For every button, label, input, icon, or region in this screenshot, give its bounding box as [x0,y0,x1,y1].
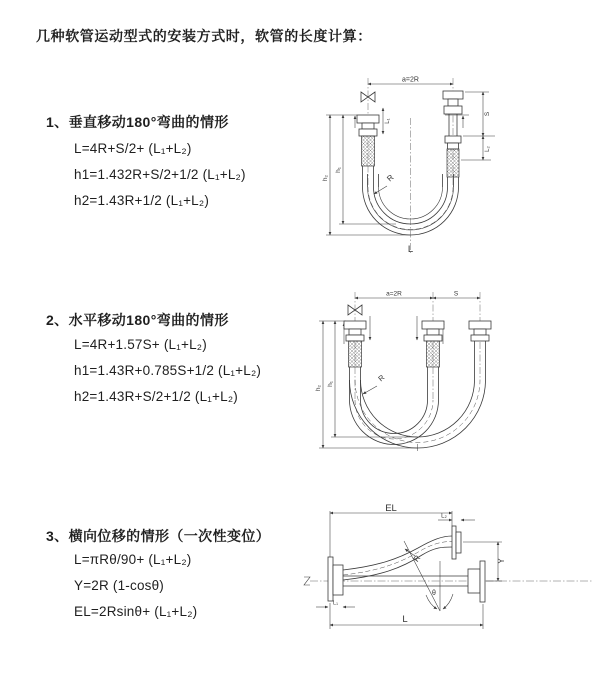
s-curve-hose [343,536,452,580]
dimension-lines [319,298,480,448]
section-2-formula-h2: h2=1.43R+S/2+1/2 (L₁+L₂) [74,389,238,404]
dim-l-label: L [402,614,408,625]
diagram-vertical-180-bend [311,70,589,256]
section-1-formula-h1: h1=1.432R+S/2+1/2 (L₁+L₂) [74,167,246,182]
dim-a-2r-label: a=2R [402,76,419,84]
radius-label: R [385,172,396,184]
dim-h1-label: h₁ [327,381,334,387]
dim-l2-label: L₂ [441,513,447,520]
centerlines [368,78,453,253]
diagram1-labels [322,77,491,256]
centerlines [355,292,480,400]
section-1-formula-h2: h2=1.43R+1/2 (L₁+L₂) [74,193,210,208]
dim-a-2r-label: a=2R [386,290,402,298]
section-3-formula-y: Y=2R (1-cosθ) [74,578,165,593]
section-1-formula-l: L=4R+S/2+ (L₁+L₂) [74,141,192,156]
diagram-lateral-displacement [300,503,600,643]
diagram-horizontal-180-bend [310,288,592,458]
section-3-formula-el: EL=2Rsinθ+ (L₁+L₂) [74,604,198,619]
braided-hose-sections [349,341,440,367]
centerline-break-mark [304,577,310,585]
section-3-heading: 3、横向位移的情形（一次性变位） [46,528,271,544]
radius-label: R [376,372,387,384]
left-pipe-flange [357,115,379,136]
section-2-formula-h1: h1=1.43R+0.785S+1/2 (L₁+L₂) [74,363,262,378]
dim-s-label: S [484,111,491,117]
dim-h2-label: h₂ [322,174,329,182]
section-3-formula-l: L=πRθ/90+ (L₁+L₂) [74,552,192,567]
page-title: 几种软管运动型式的安装方式时，软管的长度计算： [36,28,372,44]
length-label: L [407,244,414,255]
angle-theta-label: θ [432,590,436,597]
dim-l2-label: L₂ [485,146,491,152]
radius-label: R [411,553,423,564]
dim-el-label: EL [385,503,397,514]
section-2-heading: 2、水平移动180°弯曲的情形 [46,312,229,328]
section-1-heading: 1、垂直移动180°弯曲的情形 [46,114,229,130]
dim-l1-label: L₁ [385,118,391,124]
pipe-flanges [344,321,491,341]
dim-h1-label: h₁ [335,167,342,173]
dim-s-label: S [453,290,459,298]
dim-y-label: Y [497,558,506,564]
section-2-formula-l: L=4R+1.57S+ (L₁+L₂) [74,337,207,352]
hose-u-outline [350,341,486,451]
dim-h2-label: h₂ [315,384,322,392]
dim-l1-label: L₁ [333,600,338,607]
